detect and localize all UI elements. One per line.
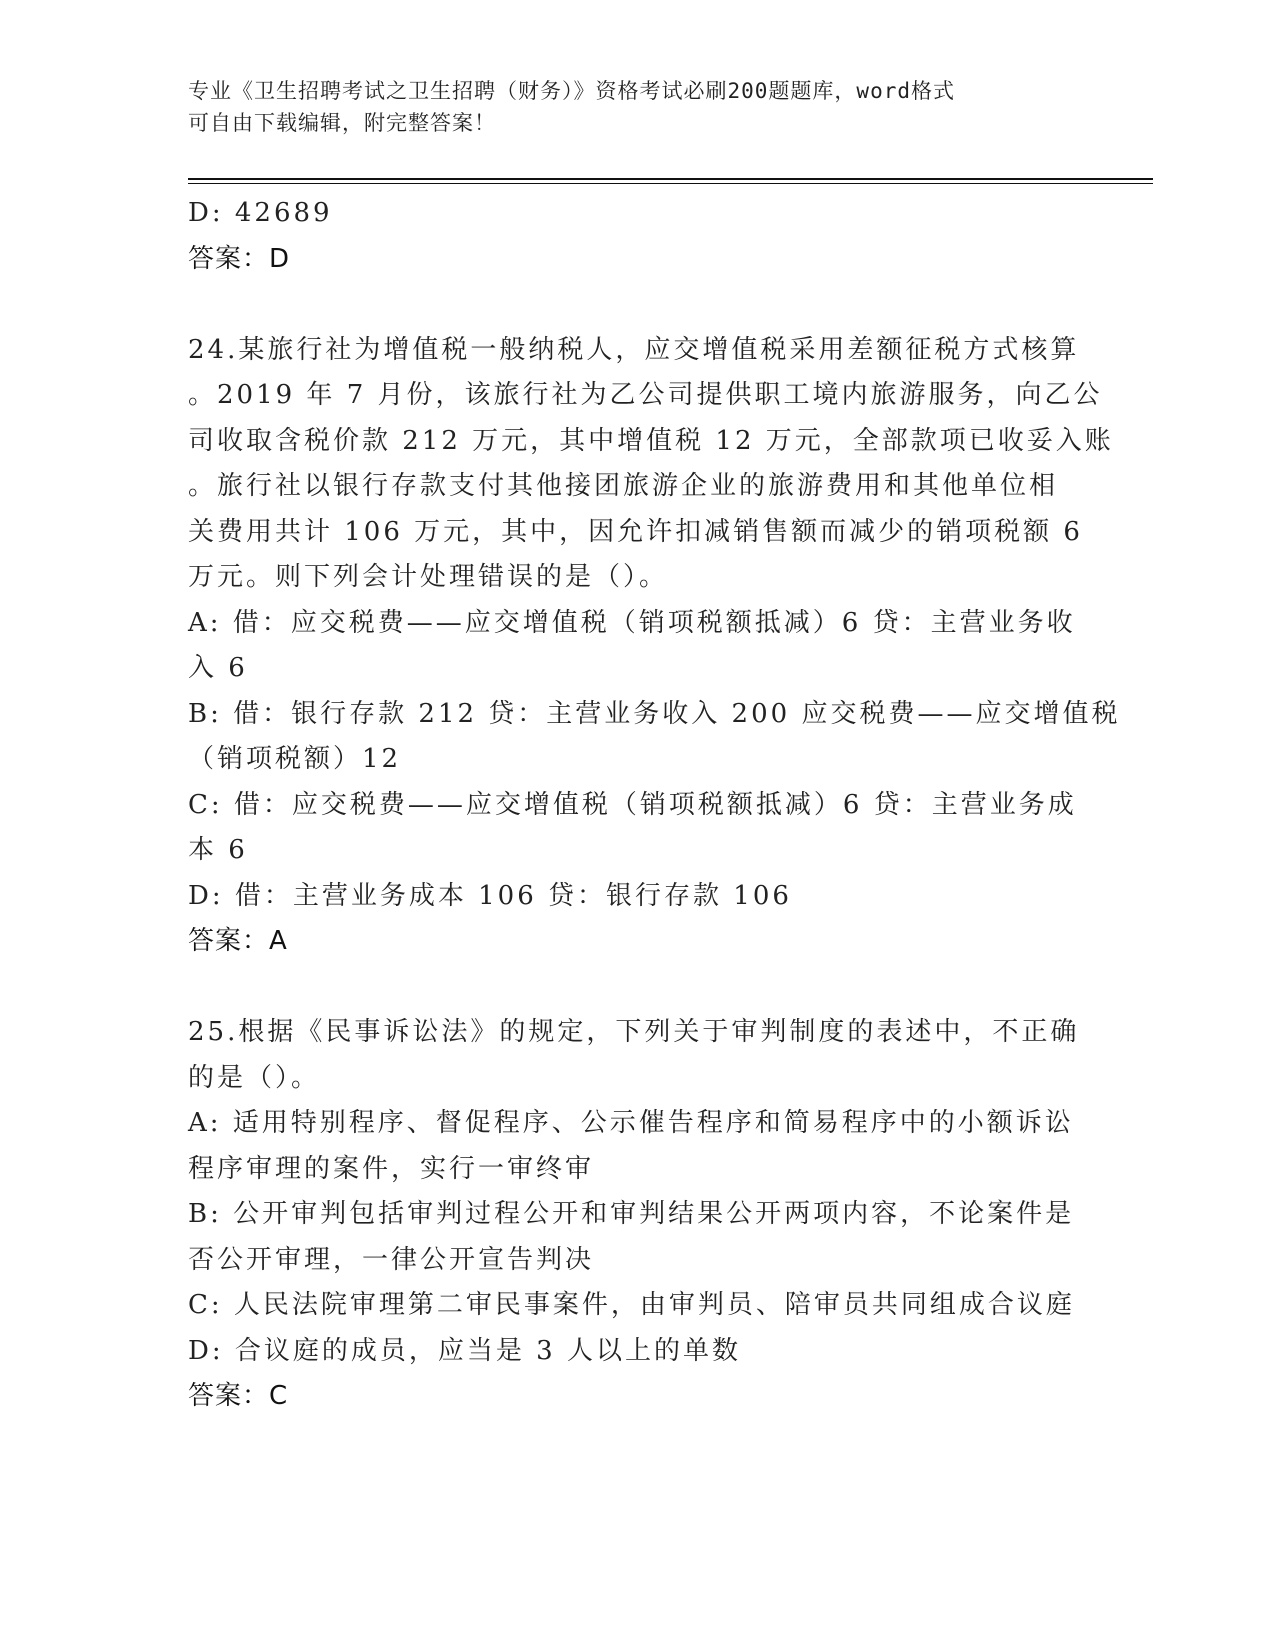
question-24-option-c <box>188 783 1078 874</box>
stem-line: 万元。则下列会计处理错误的是（）。 <box>188 562 669 592</box>
spacer <box>188 282 1078 328</box>
page-header <box>188 75 1068 139</box>
option-line: 否公开审理，一律公开宣告判决 <box>188 1244 595 1275</box>
spacer <box>188 965 1078 1011</box>
question-25-answer: 答案：C <box>188 1381 289 1411</box>
option-line: A: 借：应交税费——应交增值税（销项税额抵减）6 贷：主营业务收 <box>188 607 1076 638</box>
option-line: B: 公开审判包括审判过程公开和审判结果公开两项内容，不论案件是 <box>188 1199 1075 1229</box>
question-24-answer: 答案：A <box>188 926 288 956</box>
question-24-stem <box>188 328 1114 601</box>
stem-line: 的是（）。 <box>188 1062 321 1093</box>
page-content <box>188 191 1121 1420</box>
question-24 <box>188 328 1121 965</box>
prev-option-d: D: 42689 <box>188 198 333 228</box>
prev-answer: 答案：D <box>188 243 291 274</box>
stem-line: 。旅行社以银行存款支付其他接团旅游企业的旅游费用和其他单位相 <box>188 471 1059 501</box>
question-24-option-a <box>188 601 1078 692</box>
option-line: B: 借：银行存款 212 贷：主营业务收入 200 应交税费——应交增值税 <box>188 698 1121 729</box>
stem-line: 24.某旅行社为增值税一般纳税人，应交增值税采用差额征税方式核算 <box>188 334 1080 365</box>
option-line: 程序审理的案件，实行一审终审 <box>188 1153 595 1184</box>
option-line: 入 6 <box>188 653 248 683</box>
question-25-option-a <box>188 1101 1078 1192</box>
option-line: A: 适用特别程序、督促程序、公示催告程序和简易程序中的小额诉讼 <box>188 1108 1074 1138</box>
header-line-1: 专业《卫生招聘考试之卫生招聘（财务）》资格考试必刷200题题库，word格式 <box>188 79 955 103</box>
question-24-option-d: D: 借：主营业务成本 106 贷：银行存款 106 <box>188 880 792 911</box>
option-line: （销项税额）12 <box>188 744 402 774</box>
question-25-option-b <box>188 1192 1078 1283</box>
header-divider-thick <box>188 178 1153 180</box>
question-25-option-c: C: 人民法院审理第二审民事案件，由审判员、陪审员共同组成合议庭 <box>188 1290 1075 1320</box>
option-line: C: 借：应交税费——应交增值税（销项税额抵减）6 贷：主营业务成 <box>188 789 1077 820</box>
option-line: 本 6 <box>188 835 248 865</box>
question-25-option-d: D: 合议庭的成员，应当是 3 人以上的单数 <box>188 1335 741 1366</box>
header-divider-thin <box>188 183 1153 184</box>
question-24-option-b <box>188 692 1121 783</box>
stem-line: 25.根据《民事诉讼法》的规定，下列关于审判制度的表述中，不正确 <box>188 1017 1080 1047</box>
stem-line: 关费用共计 106 万元，其中，因允许扣减销售额而减少的销项税额 6 <box>188 516 1083 547</box>
header-line-2: 可自由下载编辑，附完整答案！ <box>188 111 496 135</box>
question-25-stem <box>188 1010 1078 1101</box>
stem-line: 司收取含税价款 212 万元，其中增值税 12 万元，全部款项已收妥入账 <box>188 425 1114 456</box>
question-25 <box>188 1010 1078 1420</box>
stem-line: 。2019 年 7 月份，该旅行社为乙公司提供职工境内旅游服务，向乙公 <box>188 380 1103 410</box>
